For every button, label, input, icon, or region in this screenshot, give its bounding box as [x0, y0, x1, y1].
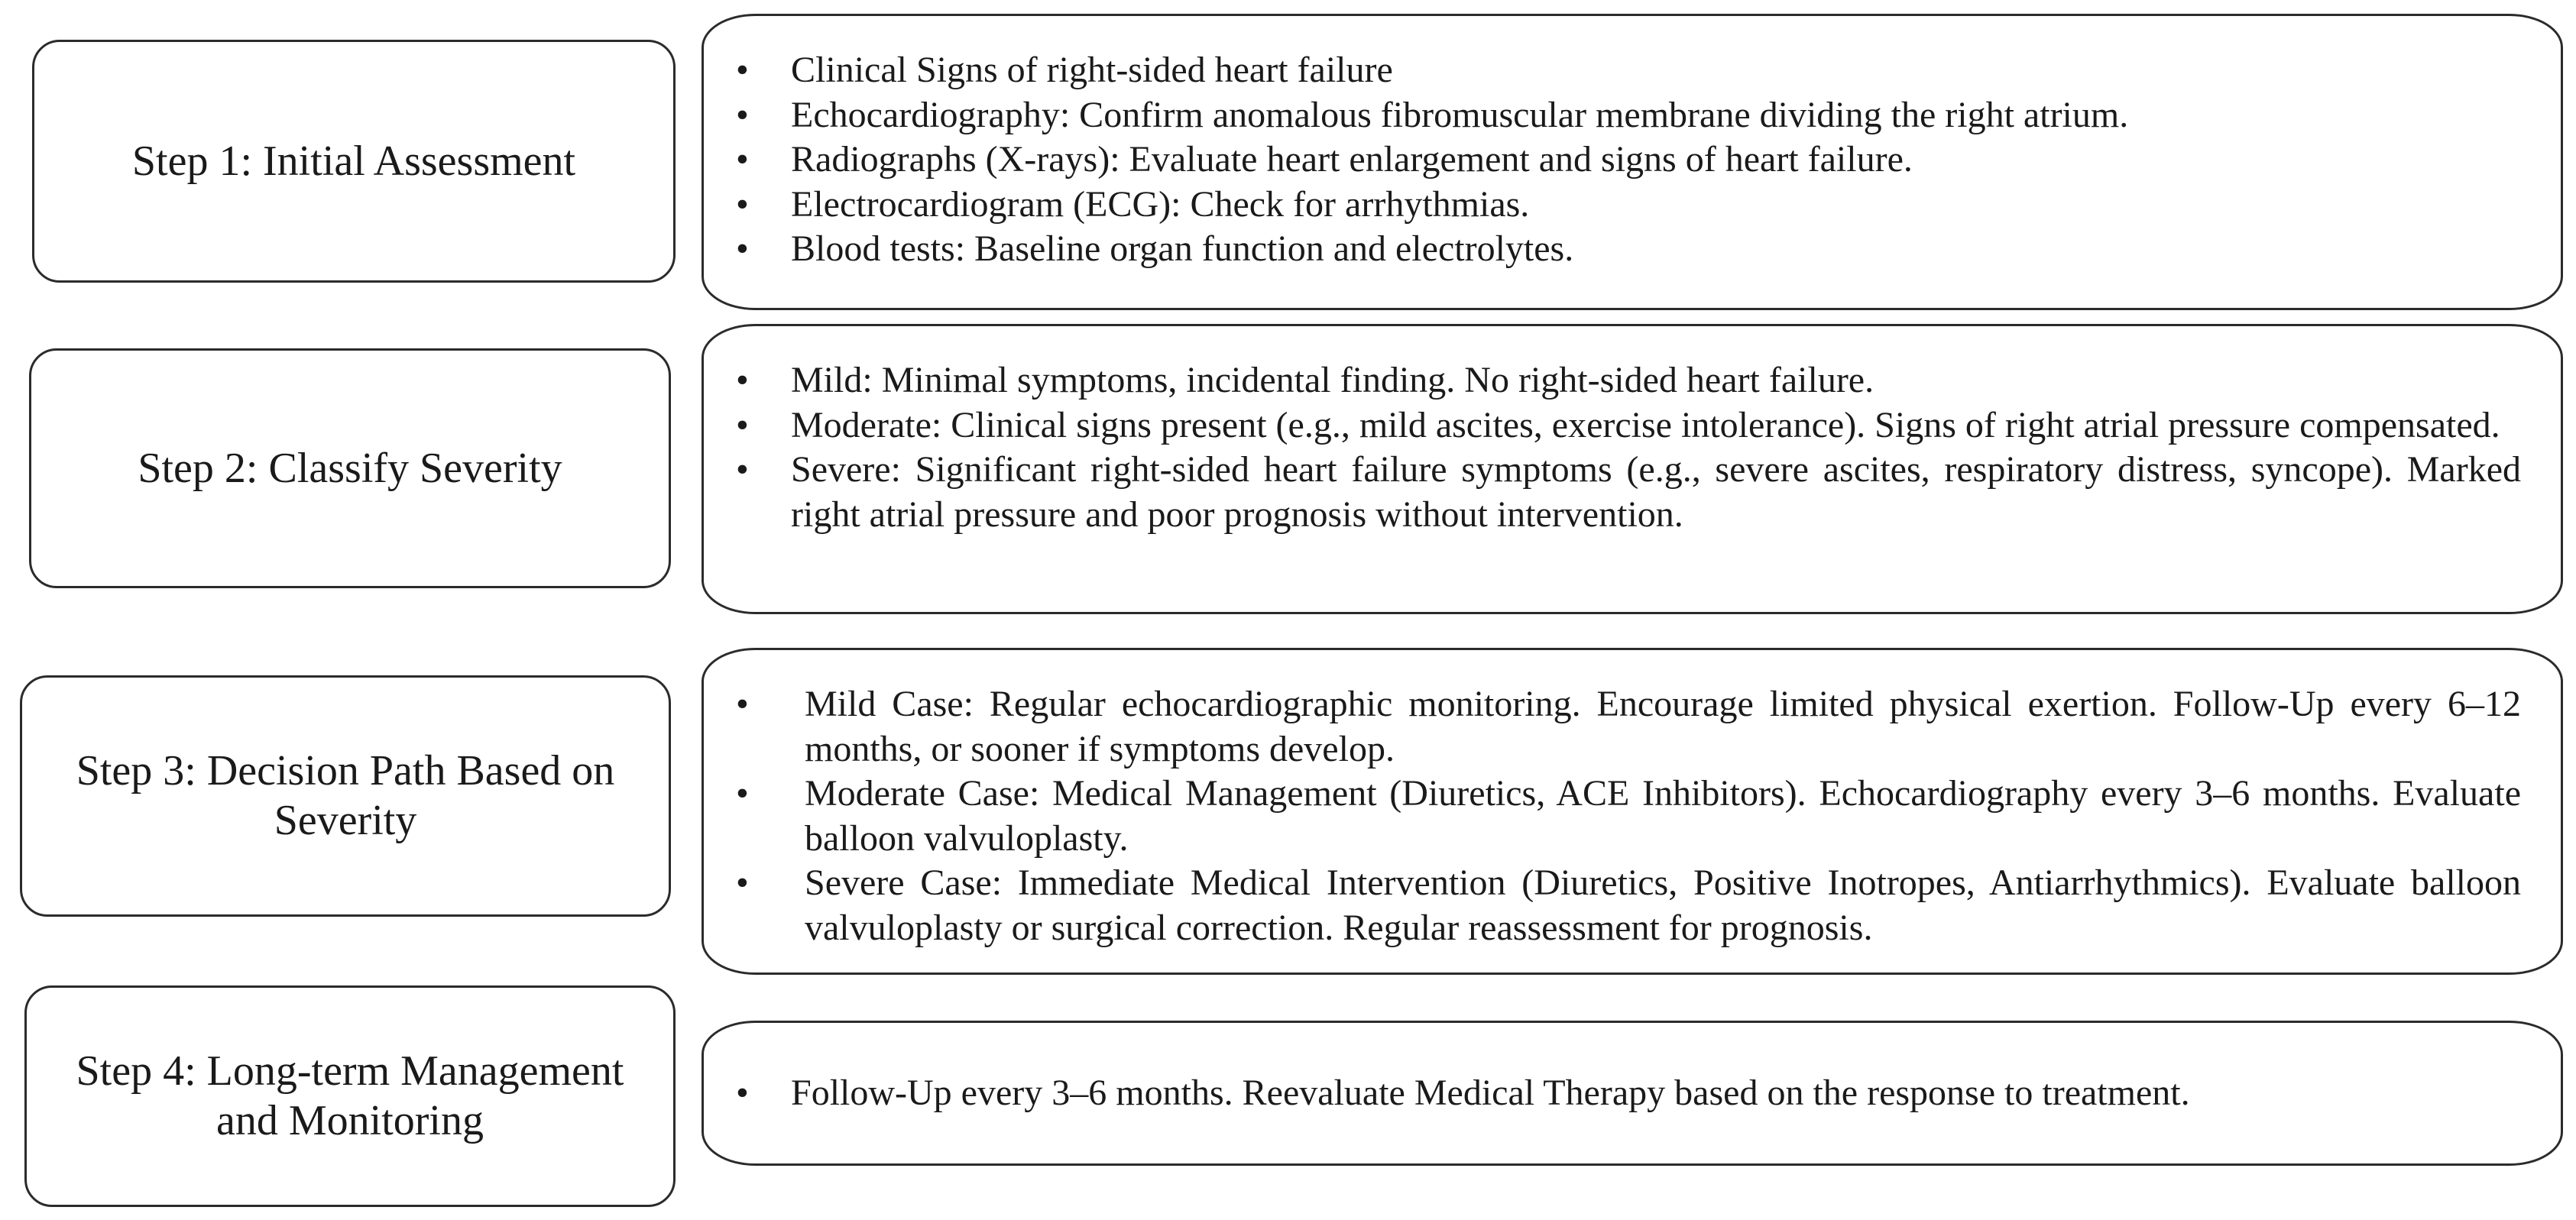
step-3-title: Step 3: Decision Path Based on Severity: [76, 747, 615, 844]
step-2-list: [733, 358, 2521, 537]
list-item: • Mild Case: Regular echocardiographic monitoring. Encourage limited physical exertion. Follow-Up every 6–12 months, or sooner if symptoms develop.: [733, 682, 2521, 772]
list-item: • Severe: Significant right-sided heart failure symptoms (e.g., severe ascites, respiratory distress, syncope). Marked right atrial pressure and poor prognosis without intervention.: [733, 448, 2521, 537]
step-1-title: Step 1: Initial Assessment: [131, 137, 576, 185]
list-item: • Electrocardiogram (ECG): Check for arrhythmias.: [733, 183, 2521, 228]
step-4-box: [24, 985, 676, 1207]
step-1-list: [733, 48, 2521, 272]
list-item: • Echocardiography: Confirm anomalous fibromuscular membrane dividing the right atrium.: [733, 93, 2521, 138]
step-3-list: [733, 682, 2521, 950]
list-item: • Moderate: Clinical signs present (e.g., mild ascites, exercise intolerance). Signs of right atrial pressure compensated.: [733, 403, 2521, 448]
step-1-details: [702, 14, 2563, 310]
step-3-box: [20, 675, 671, 917]
list-item: • Blood tests: Baseline organ function and electrolytes.: [733, 227, 2521, 272]
list-item: • Severe Case: Immediate Medical Intervention (Diuretics, Positive Inotropes, Antiarrhythmics). Evaluate balloon valvuloplasty or surgical correction. Regular reassessment for prognosis.: [733, 861, 2521, 950]
list-item: • Mild: Minimal symptoms, incidental finding. No right-sided heart failure.: [733, 358, 2521, 403]
step-2-title: Step 2: Classify Severity: [138, 444, 562, 492]
step-2-details: [702, 324, 2563, 614]
list-item: • Clinical Signs of right-sided heart failure: [733, 48, 2521, 93]
step-4-list: [733, 1071, 2521, 1116]
list-item: • Moderate Case: Medical Management (Diuretics, ACE Inhibitors). Echocardiography every 3–6 months. Evaluate balloon valvuloplasty.: [733, 772, 2521, 861]
step-3-details: [702, 648, 2563, 975]
step-4-details: [702, 1021, 2563, 1166]
step-4-title: Step 4: Long-term Management and Monitoring: [76, 1047, 624, 1144]
step-1-box: [32, 40, 676, 283]
step-2-box: [29, 348, 671, 588]
list-item: • Radiographs (X-rays): Evaluate heart enlargement and signs of heart failure.: [733, 138, 2521, 183]
list-item: • Follow-Up every 3–6 months. Reevaluate Medical Therapy based on the response to treatment.: [733, 1071, 2521, 1116]
